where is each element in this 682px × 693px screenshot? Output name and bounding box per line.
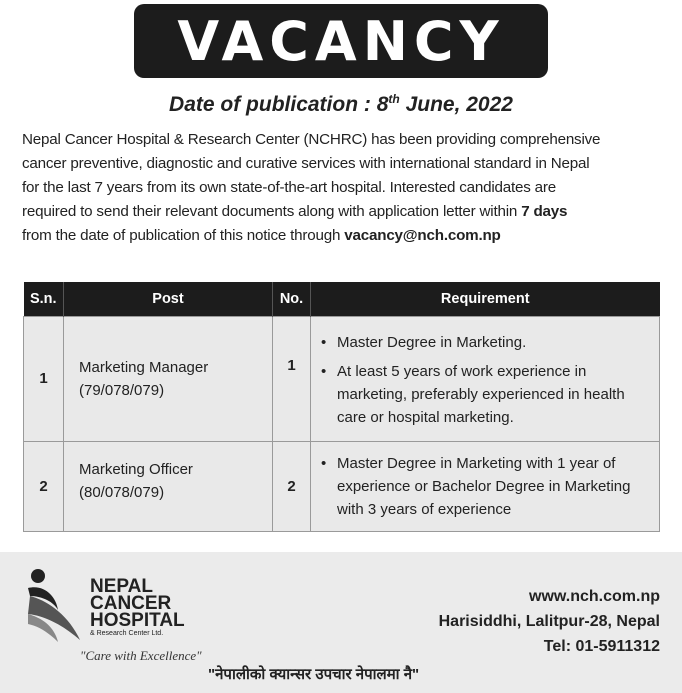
post-code: (80/078/079) <box>79 483 165 501</box>
address: Harisiddhi, Lalitpur-28, Nepal <box>438 613 660 630</box>
logo-line-1: NEPAL <box>90 576 153 597</box>
intro-line-5 <box>22 224 662 248</box>
intro-line-3: for the last 7 years from its own state-of-the-art hospital. Interested candidates are <box>22 179 557 196</box>
logo-line-3: HOSPITAL <box>90 610 185 631</box>
nepali-slogan: "नेपालीको क्यान्सर उपचार नेपालमा नै" <box>208 666 420 683</box>
row-sn: 2 <box>24 441 64 531</box>
intro-line-4 <box>22 200 662 224</box>
header-no: No. <box>273 282 311 316</box>
table-row <box>24 441 660 531</box>
row-requirement <box>311 441 660 531</box>
publication-day-suffix: th <box>388 92 400 106</box>
requirement-item: • Master Degree in Marketing with 1 year of experience or Bachelor Degree in Marketing with 3 years of experience <box>319 452 653 521</box>
requirement-list <box>319 452 653 521</box>
telephone: Tel: 01-5911312 <box>543 638 660 655</box>
vacancy-title: VACANCY <box>177 9 505 73</box>
header-post: Post <box>64 282 273 316</box>
requirement-list <box>319 331 653 429</box>
tagline: "Care with Excellence" <box>80 648 202 663</box>
intro-paragraph <box>22 128 662 248</box>
row-requirement <box>311 316 660 441</box>
requirement-item: • Master Degree in Marketing. <box>319 331 653 354</box>
website-link[interactable]: www.nch.com.np <box>529 588 660 605</box>
vacancy-banner <box>134 4 548 78</box>
intro-line-5-text: from the date of publication of this notice through <box>22 227 345 244</box>
vacancy-table-container <box>23 282 659 532</box>
logo-subtitle: & Research Center Ltd. <box>90 630 164 637</box>
post-code: (79/078/079) <box>79 381 165 399</box>
header-requirement: Requirement <box>311 282 660 316</box>
vacancy-table <box>23 282 660 532</box>
logo-line-2: CANCER <box>90 593 172 614</box>
row-no: 1 <box>273 316 311 441</box>
contact-info <box>439 584 660 659</box>
deadline-days: 7 days <box>521 203 568 220</box>
row-sn: 1 <box>24 316 64 441</box>
row-post <box>64 316 273 441</box>
intro-line-2: cancer preventive, diagnostic and curative services with international standard in Nepal <box>22 155 590 172</box>
footer <box>0 552 682 693</box>
logo-wordmark <box>90 578 185 639</box>
post-title: Marketing Officer <box>79 460 193 478</box>
intro-line-1: Nepal Cancer Hospital & Research Center (NCHRC) has been providing comprehensive <box>22 131 601 148</box>
nchrc-logo-icon <box>24 566 84 646</box>
row-no: 2 <box>273 441 311 531</box>
post-title: Marketing Manager <box>79 358 209 376</box>
publication-date <box>0 92 682 117</box>
row-post <box>64 441 273 531</box>
intro-line-4-text: required to send their relevant documents along with application letter within <box>22 203 522 220</box>
publication-day: 8 <box>376 93 389 116</box>
requirement-item: • At least 5 years of work experience in marketing, preferably experienced in health care or hospital marketing. <box>319 360 653 429</box>
header-sn: S.n. <box>24 282 64 316</box>
table-header-row <box>24 282 660 316</box>
table-row <box>24 316 660 441</box>
publication-label: Date of publication : <box>169 93 371 116</box>
publication-rest: June, 2022 <box>405 93 513 116</box>
vacancy-email[interactable]: vacancy@nch.com.np <box>344 227 501 244</box>
